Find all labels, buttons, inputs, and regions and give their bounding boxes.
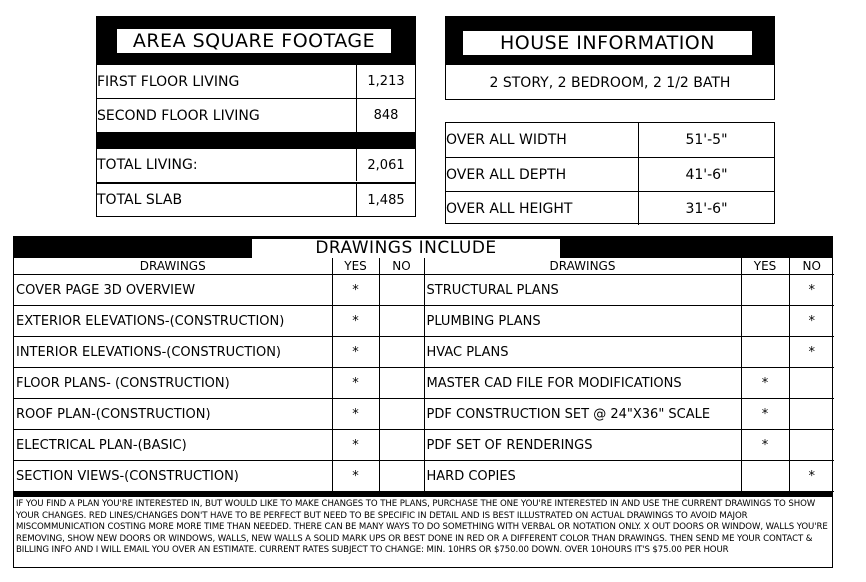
col-yes-right: YES xyxy=(741,258,789,275)
modification-note: IF YOU FIND A PLAN YOU'RE INTERESTED IN, BUT WOULD LIKE TO MAKE CHANGES TO THE PLANS, PURCHASE THE ONE YOU'RE INTERESTED IN AND USE THE CURRENT DRAWINGS TO SHOW YOUR CHANGES. RED LINES/CHANGES DON'T HAVE TO BE PERFECT BUT NEED TO BE SPECIFIC IN DETAIL AND IS BEST ILLUSTRATED ON ACTUAL DRAWINGS TO AVOID MAJOR MISCOMMUNICATION COSTING MORE MORE TIME THAN NEEDED. THERE CAN BE MANY WAYS TO DO SOMETHING WITH VERBAL OR NOTATION ONLY. X OUT DOORS OR WINDOW, WALLS YOU'RE REMOVING, SHOW NEW DOORS OR WINDOWS, WALLS, NEW WALLS A SOLID MARK UPS OR BEST DONE IN RED OR A DIFFERENT COLOR THAN DRAWINGS. THEN SEND ME YOUR CONTACT & BILLING INFO AND I WILL EMAIL YOU OVER AN ESTIMATE. CURRENT RATES SUBJECT TO CHANGE: MIN. 10HRS OR $750.00 DOWN. OVER 10HOURS IT'S $75.00 PER HOUR xyxy=(14,492,832,557)
total-slab-label: TOTAL SLAB xyxy=(97,192,183,208)
yes-mark: * xyxy=(332,337,379,368)
col-no-right: NO xyxy=(789,258,834,275)
table-row xyxy=(14,306,834,337)
total-living-row xyxy=(97,148,415,181)
total-slab-value: 1,485 xyxy=(356,184,415,216)
col-drawings-right: DRAWINGS xyxy=(424,258,741,275)
total-living-value: 2,061 xyxy=(356,149,415,181)
total-slab-row xyxy=(97,184,415,216)
no-mark xyxy=(379,368,424,399)
col-no-left: NO xyxy=(379,258,424,275)
yes-mark: * xyxy=(741,430,789,461)
yes-mark: * xyxy=(332,430,379,461)
drawings-table xyxy=(14,258,834,492)
drawing-name: MASTER CAD FILE FOR MODIFICATIONS xyxy=(424,368,741,399)
second-floor-value: 848 xyxy=(356,99,415,132)
total-living-label: TOTAL LIVING: xyxy=(97,157,198,173)
area-divider xyxy=(97,132,415,148)
yes-mark: * xyxy=(332,306,379,337)
drawing-name: FLOOR PLANS- (CONSTRUCTION) xyxy=(14,368,332,399)
yes-mark xyxy=(741,306,789,337)
table-row xyxy=(14,399,834,430)
no-mark: * xyxy=(789,306,834,337)
drawing-name: HVAC PLANS xyxy=(424,337,741,368)
drawing-name: PDF SET OF RENDERINGS xyxy=(424,430,741,461)
area-title: AREA SQUARE FOOTAGE xyxy=(117,29,391,53)
house-summary: 2 STORY, 2 BEDROOM, 2 1/2 BATH xyxy=(446,64,774,100)
depth-value: 41'-6" xyxy=(638,158,774,191)
no-mark xyxy=(789,399,834,430)
area-header xyxy=(97,17,415,64)
drawing-name: ROOF PLAN-(CONSTRUCTION) xyxy=(14,399,332,430)
table-row xyxy=(14,430,834,461)
table-row xyxy=(14,275,834,306)
drawings-title: DRAWINGS INCLUDE xyxy=(252,239,560,258)
yes-mark: * xyxy=(332,275,379,306)
no-mark: * xyxy=(789,275,834,306)
drawing-name: COVER PAGE 3D OVERVIEW xyxy=(14,275,332,306)
no-mark xyxy=(379,461,424,492)
table-row xyxy=(14,337,834,368)
first-floor-value: 1,213 xyxy=(356,65,415,98)
no-mark xyxy=(379,306,424,337)
yes-mark xyxy=(741,461,789,492)
yes-mark: * xyxy=(332,368,379,399)
width-value: 51'-5" xyxy=(638,123,774,157)
yes-mark xyxy=(741,337,789,368)
yes-mark: * xyxy=(741,399,789,430)
first-floor-row xyxy=(97,64,415,98)
drawing-name: PDF CONSTRUCTION SET @ 24"X36" SCALE xyxy=(424,399,741,430)
area-square-footage-panel xyxy=(96,16,416,183)
depth-row xyxy=(446,157,774,191)
no-mark xyxy=(379,399,424,430)
height-value: 31'-6" xyxy=(638,192,774,225)
drawing-name: HARD COPIES xyxy=(424,461,741,492)
house-header xyxy=(446,17,774,64)
dimensions-panel xyxy=(445,122,775,224)
drawing-name: ELECTRICAL PLAN-(BASIC) xyxy=(14,430,332,461)
drawing-name: INTERIOR ELEVATIONS-(CONSTRUCTION) xyxy=(14,337,332,368)
no-mark xyxy=(789,368,834,399)
no-mark: * xyxy=(789,461,834,492)
col-drawings-left: DRAWINGS xyxy=(14,258,332,275)
width-row xyxy=(446,123,774,157)
drawing-name: PLUMBING PLANS xyxy=(424,306,741,337)
second-floor-label: SECOND FLOOR LIVING xyxy=(97,107,260,124)
yes-mark xyxy=(741,275,789,306)
no-mark xyxy=(379,275,424,306)
no-mark xyxy=(379,430,424,461)
height-row xyxy=(446,191,774,225)
table-row xyxy=(14,461,834,492)
no-mark: * xyxy=(789,337,834,368)
no-mark xyxy=(789,430,834,461)
drawings-include-panel xyxy=(13,236,833,568)
table-row xyxy=(14,368,834,399)
width-label: OVER ALL WIDTH xyxy=(446,132,567,148)
house-title: HOUSE INFORMATION xyxy=(463,31,752,55)
drawing-name: SECTION VIEWS-(CONSTRUCTION) xyxy=(14,461,332,492)
col-yes-left: YES xyxy=(332,258,379,275)
height-label: OVER ALL HEIGHT xyxy=(446,200,573,217)
no-mark xyxy=(379,337,424,368)
drawings-header xyxy=(14,237,832,258)
yes-mark: * xyxy=(741,368,789,399)
second-floor-row xyxy=(97,98,415,132)
depth-label: OVER ALL DEPTH xyxy=(446,166,567,183)
first-floor-label: FIRST FLOOR LIVING xyxy=(97,73,240,90)
yes-mark: * xyxy=(332,461,379,492)
drawing-name: EXTERIOR ELEVATIONS-(CONSTRUCTION) xyxy=(14,306,332,337)
total-slab-panel xyxy=(96,183,416,217)
yes-mark: * xyxy=(332,399,379,430)
drawings-table-header xyxy=(14,258,834,275)
house-information-panel xyxy=(445,16,775,100)
drawing-name: STRUCTURAL PLANS xyxy=(424,275,741,306)
